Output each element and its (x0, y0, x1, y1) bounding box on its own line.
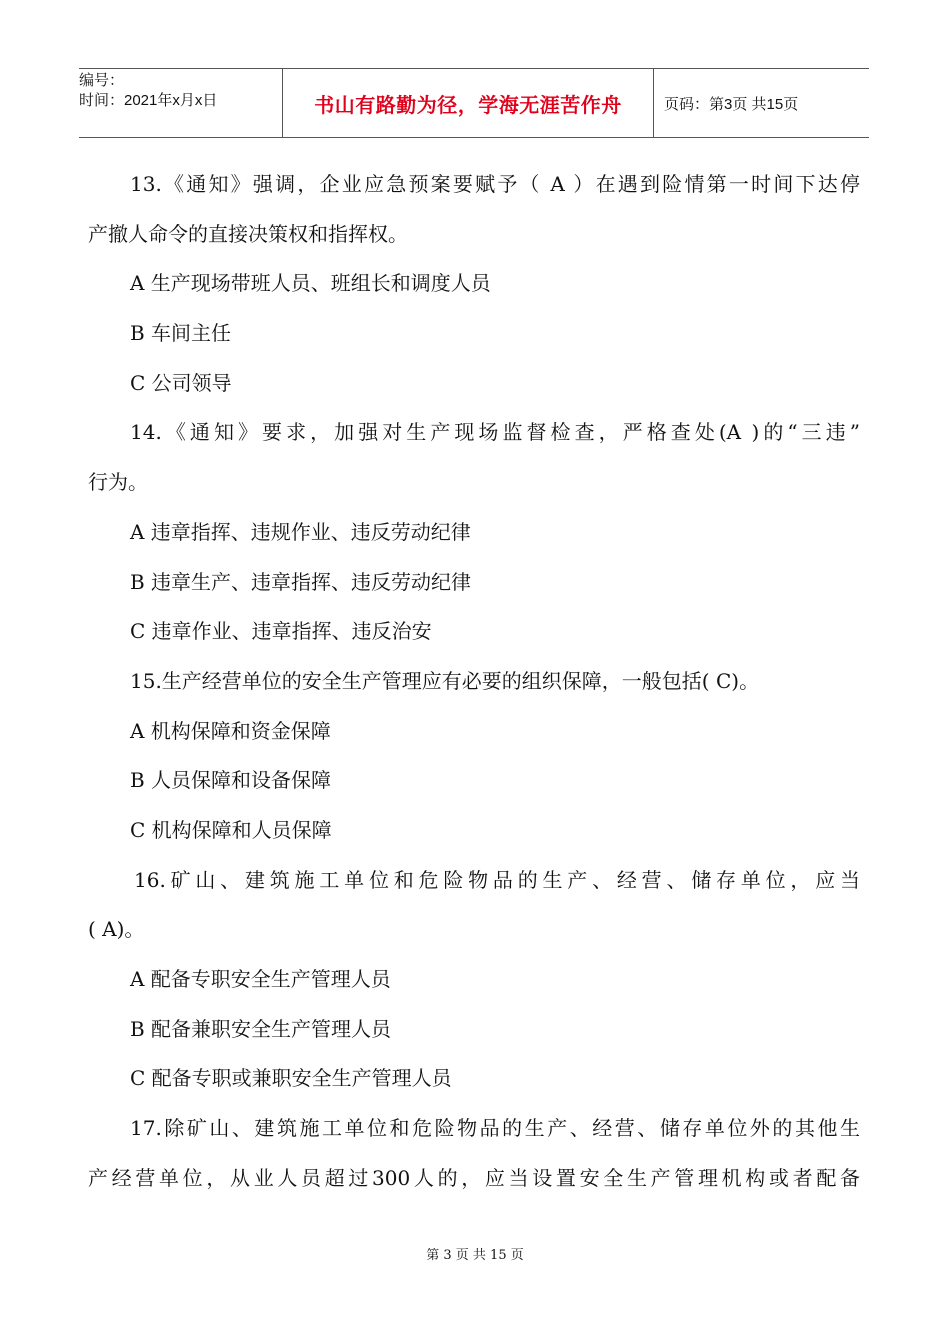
question-14-option-b: B 违章生产、违章指挥、违反劳动纪律 (130, 569, 472, 594)
question-13-option-c: C 公司领导 (130, 370, 232, 395)
question-13-line-1: 13.《通知》强调，企业应急预案要赋予（ A ）在遇到险情第一时间下达停 (130, 172, 860, 196)
document-date: 时间：2021年x月x日 (79, 92, 218, 109)
question-14-option-c: C 违章作业、违章指挥、违反治安 (130, 619, 432, 644)
document-body (88, 160, 860, 1203)
question-15: 15.生产经营单位的安全生产管理应有必要的组织保障，一般包括( C)。 (130, 668, 760, 693)
question-16-option-c: C 配备专职或兼职安全生产管理人员 (130, 1066, 452, 1091)
question-13-option-b: B 车间主任 (130, 321, 232, 346)
header-meta (79, 69, 282, 137)
question-17-line-1: 17.除矿山、建筑施工单位和危险物品的生产、经营、储存单位外的其他生 (130, 1116, 860, 1141)
question-13-line-2: 产撤人命令的直接决策权和指挥权。 (88, 221, 408, 246)
question-15-option-c: C 机构保障和人员保障 (130, 817, 332, 842)
question-16-line-1: 16.矿山、建筑施工单位和危险物品的生产、经营、储存单位，应当 (134, 867, 860, 892)
question-16-option-b: B 配备兼职安全生产管理人员 (130, 1016, 392, 1041)
question-14-line-2: 行为。 (88, 470, 148, 495)
question-15-option-b: B 人员保障和设备保障 (130, 768, 332, 793)
question-15-option-a: A 机构保障和资金保障 (130, 718, 331, 743)
question-16-option-a: A 配备专职安全生产管理人员 (130, 967, 391, 991)
question-14-option-a: A 违章指挥、违规作业、违反劳动纪律 (130, 519, 471, 544)
document-number-label: 编号： (79, 72, 125, 89)
question-16-line-2: ( A)。 (88, 917, 145, 942)
page-header (79, 68, 869, 138)
question-14-line-1: 14.《通知》要求，加强对生产现场监督检查，严格查处(A )的“三违” (130, 420, 860, 445)
page-footer: 第 3 页 共 15 页 (426, 1248, 524, 1263)
question-13-option-a: A 生产现场带班人员、班组长和调度人员 (130, 271, 491, 296)
header-page-info: 页码：第3页 共15页 (664, 95, 799, 113)
question-17-line-2: 产经营单位，从业人员超过300人的，应当设置安全生产管理机构或者配备 (88, 1165, 860, 1190)
header-motto: 书山有路勤为径，学海无涯苦作舟 (282, 69, 654, 137)
